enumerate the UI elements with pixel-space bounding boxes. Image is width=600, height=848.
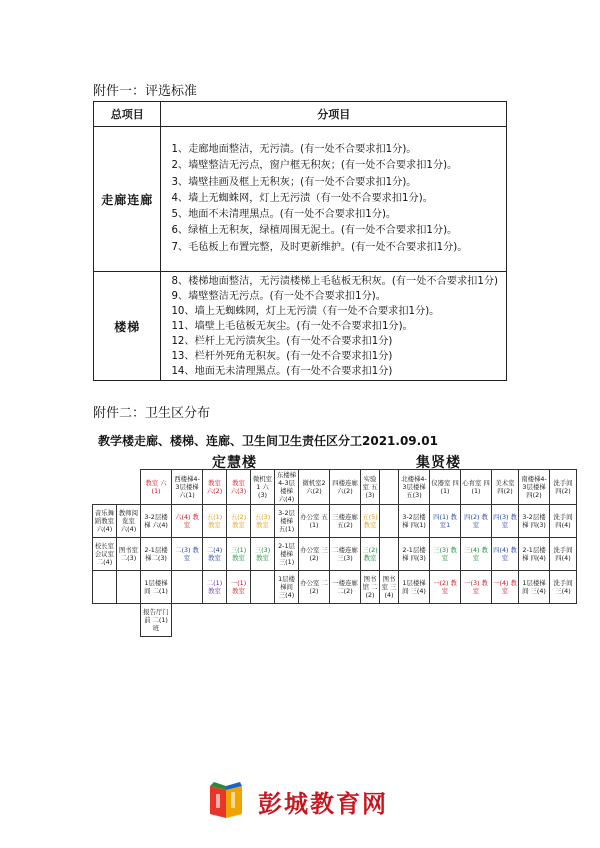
grid-cell: 一(1) 教室: [227, 571, 251, 604]
building-right-label: 集贤楼: [416, 455, 461, 471]
grid-empty-cell: [399, 604, 430, 637]
grid-empty-cell: [117, 470, 141, 505]
criteria-item: 8、楼梯地面整洁，无污渍楼梯上毛毡板无积灰。(有一处不合要求扣1分): [171, 275, 498, 287]
grid-cell: 报告厅门前 二(1)班: [141, 604, 172, 637]
grid-empty-cell: [117, 604, 141, 637]
criteria-item: 4、墙上无蜘蛛网，灯上无污渍（有一处不合要求扣1分)。: [171, 192, 433, 204]
grid-cell: 一(3) 教室: [461, 571, 492, 604]
grid-cell: 洗手间 四(4): [550, 538, 577, 571]
grid-cell: 四(2) 教室: [461, 505, 492, 538]
grid-cell: 洗手间 三(4): [550, 571, 577, 604]
grid-cell: 二(4) 教室: [203, 538, 227, 571]
grid-cell: [117, 571, 141, 604]
criteria-item: 9、墙壁整洁无污点。(有一处不合要求扣1分)。: [171, 290, 386, 302]
grid-cell: 实验室 五(3): [361, 470, 380, 505]
grid-cell: 3-2层楼梯 五(1): [275, 505, 299, 538]
grid-empty-cell: [299, 604, 330, 637]
grid-cell: 洗手间 四(4): [550, 505, 577, 538]
grid-cell: 五(5) 教室: [361, 505, 380, 538]
grid-empty-cell: [93, 604, 117, 637]
grid-cell: 教室 六(2): [203, 470, 227, 505]
grid-cell: 四楼连廊六(2): [330, 470, 361, 505]
grid-cell: 五(2) 教室: [227, 505, 251, 538]
grid-cell: 1层楼梯间 二(1): [141, 571, 172, 604]
items-cell: [161, 272, 507, 381]
grid-empty-cell: [251, 604, 275, 637]
header-items: 分项目: [161, 102, 507, 127]
grid-row: [93, 505, 577, 538]
grid-row: [93, 538, 577, 571]
grid-cell: 3-2层楼梯 四(1): [399, 505, 430, 538]
grid-cell: 3-2层楼梯 六(4): [141, 505, 172, 538]
grid-cell: [380, 505, 399, 538]
grid-empty-cell: [172, 604, 203, 637]
criteria-item: 6、绿植上无积灰，绿植周围无泥土。(有一处不合要求扣1分)。: [171, 225, 458, 237]
grid-empty-cell: [275, 604, 299, 637]
criteria-item: 2、墙壁整洁无污点，窗户框无积灰；(有一处不合要求扣1分)。: [171, 160, 458, 172]
grid-cell: [93, 571, 117, 604]
grid-cell: 微机室1 六(3): [251, 470, 275, 505]
grid-cell: [172, 571, 203, 604]
grid-empty-cell: [519, 604, 550, 637]
criteria-item: 12、栏杆上无污渍灰尘。(有一处不合要求扣1分): [171, 335, 393, 347]
grid-cell: 东楼梯4-3层楼梯 六(4): [275, 470, 299, 505]
grid-cell: 三(3) 教室: [251, 538, 275, 571]
grid-cell: 三(2) 教室: [361, 538, 380, 571]
grid-cell: 2-1层楼梯 四(4): [519, 538, 550, 571]
grid-cell: 3-2层楼梯 四(3): [519, 505, 550, 538]
grid-empty-cell: [203, 604, 227, 637]
grid-cell: 一(4) 教室: [492, 571, 519, 604]
logo-text: 彭城教育网: [258, 790, 388, 818]
grid-cell: 1层楼梯间 三(4): [399, 571, 430, 604]
header-category: 总项目: [94, 102, 161, 127]
grid-cell: 办公室 二(2): [299, 571, 330, 604]
grid-cell: 六(4) 教室: [172, 505, 203, 538]
grid-row: [93, 571, 577, 604]
grid-cell: 2-1层楼梯 三(1): [275, 538, 299, 571]
grid-cell: 仪器室 四(1): [430, 470, 461, 505]
grid-cell: 1层楼梯间 三(4): [519, 571, 550, 604]
grid-cell: 三(4) 教室: [461, 538, 492, 571]
grid-empty-cell: [550, 604, 577, 637]
category-cell: 走廊连廊: [94, 127, 161, 272]
grid-cell: 一(2) 教室: [430, 571, 461, 604]
grid-empty-cell: [430, 604, 461, 637]
grid-empty-cell: [361, 604, 380, 637]
grid-cell: 教室 六(1): [141, 470, 172, 505]
grid-cell: 教室 六(3): [227, 470, 251, 505]
grid-cell: 五(1) 教室: [203, 505, 227, 538]
building-left-label: 定慧楼: [212, 455, 257, 471]
grid-cell: 北楼梯4-3层楼梯 五(3): [399, 470, 430, 505]
distribution-title: 教学楼走廊、楼梯、连廊、卫生间卫生责任区分工2021.09.01: [98, 434, 438, 448]
grid-cell: [251, 571, 275, 604]
category-cell: 楼梯: [94, 272, 161, 381]
criteria-item: 11、墙壁上毛毡板无灰尘。(有一处不合要求扣1分)。: [171, 320, 413, 332]
items-cell: [161, 127, 507, 272]
grid-cell: 西楼梯4-3层楼梯 六(1): [172, 470, 203, 505]
grid-empty-cell: [461, 604, 492, 637]
attachment1-title: 附件一：评选标准: [93, 84, 198, 99]
distribution-grid: [92, 469, 577, 637]
criteria-table: [93, 101, 507, 381]
grid-cell: 洗手间 四(2): [550, 470, 577, 505]
criteria-item: 10、墙上无蜘蛛网，灯上无污渍（有一处不合要求扣1分)。: [171, 305, 440, 317]
grid-cell: 二(1) 教室: [203, 571, 227, 604]
grid-cell: 一楼连廊 二(2): [330, 571, 361, 604]
criteria-item: 14、地面无未清理黑点。(有一处不合要求扣1分): [171, 365, 393, 377]
grid-empty-cell: [93, 470, 117, 505]
grid-cell: 四(4) 教室: [492, 538, 519, 571]
criteria-item: 7、毛毡板上布置完整，及时更新维护。(有一处不合要求扣1分)。: [171, 241, 468, 253]
grid-cell: 南楼梯4-3层楼梯 四(2): [519, 470, 550, 505]
grid-cell: 音乐舞蹈教室 六(4): [93, 505, 117, 538]
criteria-group-stairs: [94, 272, 507, 381]
attachment2-title: 附件二：卫生区分布: [93, 406, 211, 421]
grid-cell: [380, 538, 399, 571]
grid-cell: 美术室 四(2): [492, 470, 519, 505]
grid-cell: 教师阅览室 六(4): [117, 505, 141, 538]
grid-empty-cell: [492, 604, 519, 637]
grid-cell: 2-1层楼梯 四(3): [399, 538, 430, 571]
criteria-item: 5、地面不未清理黑点。(有一处不合要求扣1分)。: [171, 209, 397, 221]
grid-cell: 办公室 五(1): [299, 505, 330, 538]
grid-empty-cell: [227, 604, 251, 637]
grid-cell: 三楼连廊五(2): [330, 505, 361, 538]
grid-cell: 2-1层楼梯二(3): [141, 538, 172, 571]
grid-cell: 心育室 四(1): [461, 470, 492, 505]
grid-cell: 二楼连廊 三(3): [330, 538, 361, 571]
criteria-item: 3、墙壁挂画及框上无积灰；(有一处不合要求扣1分)。: [171, 176, 417, 188]
grid-cell: 办公室 三(2): [299, 538, 330, 571]
grid-cell: 二(3) 教室: [172, 538, 203, 571]
grid-cell: 三(3) 教室: [430, 538, 461, 571]
criteria-header-row: [94, 102, 507, 127]
grid-cell: 1层楼梯间 三(4): [275, 571, 299, 604]
grid-cell: 图书馆 二(2): [361, 571, 380, 604]
grid-cell: 五(3) 教室: [251, 505, 275, 538]
grid-row: [93, 604, 577, 637]
grid-row: [93, 470, 577, 505]
criteria-item: 1、走廊地面整洁，无污渍。(有一处不合要求扣1分)。: [171, 144, 417, 156]
grid-cell: 校长室会议室 二(4): [93, 538, 117, 571]
grid-cell: 微机室2 六(2): [299, 470, 330, 505]
grid-cell: [380, 470, 399, 505]
grid-cell: 四(1) 教室1: [430, 505, 461, 538]
grid-empty-cell: [380, 604, 399, 637]
criteria-group-corridor: [94, 127, 507, 272]
grid-cell: 图书室 二(3): [117, 538, 141, 571]
grid-empty-cell: [330, 604, 361, 637]
grid-cell: 三(1) 教室: [227, 538, 251, 571]
grid-cell: 图书室 三(4): [380, 571, 399, 604]
grid-cell: 四(3) 教室: [492, 505, 519, 538]
criteria-item: 13、栏杆外死角无积灰。(有一处不合要求扣1分): [171, 350, 393, 362]
